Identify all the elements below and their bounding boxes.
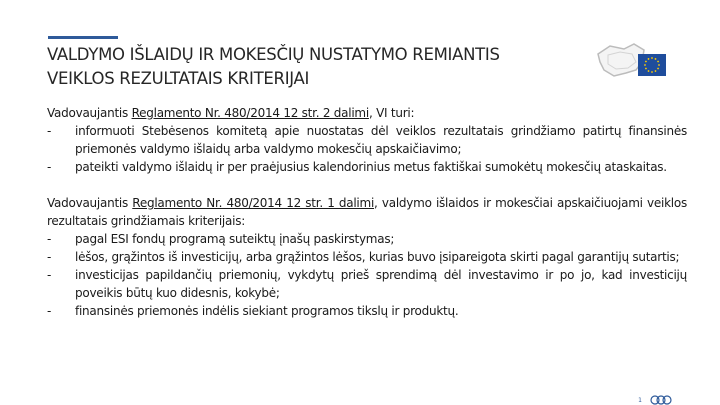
list-item: - informuoti Stebėsenos komitetą apie nuostatas dėl veiklos rezultatais grindžiamo patirtų finansinės priemonės valdymo išlaidų arba valdymo mokesčių apskaičiavimo; bbox=[47, 124, 687, 156]
footer-logo-icon bbox=[650, 395, 672, 405]
eu-star bbox=[657, 61, 659, 63]
eu-star bbox=[645, 68, 647, 70]
slide-body bbox=[47, 104, 687, 320]
eu-star bbox=[657, 68, 659, 70]
eu-star bbox=[651, 71, 653, 73]
eu-star bbox=[658, 64, 660, 66]
eu-star bbox=[655, 58, 657, 60]
eu-star bbox=[655, 70, 657, 72]
eu-star bbox=[648, 70, 650, 72]
list-item: - lėšos, grąžintos iš investicijų, arba grąžintos lėšos, kurias buvo įsipareigota skirti pagal garantijų sutartis; bbox=[47, 250, 680, 264]
list-item: - pagal ESI fondų programą suteiktų įnašų paskirstymas; bbox=[47, 232, 395, 246]
title-accent-rule bbox=[48, 36, 118, 39]
title-line-2: VEIKLOS REZULTATAIS KRITERIJAI bbox=[47, 69, 310, 88]
list-item: - pateikti valdymo išlaidų ir per praėjusius kalendorinius metus faktiškai sumokėtų mokesčių ataskaitas. bbox=[47, 160, 667, 174]
slide-title bbox=[47, 43, 587, 91]
list-item: - finansinės priemonės indėlis siekiant programos tikslų ir produktų. bbox=[47, 304, 459, 318]
page-number: 1 bbox=[638, 397, 642, 404]
paragraph-2: Vadovaujantis Reglamento Nr. 480/2014 12 str. 1 dalimi, valdymo išlaidos ir mokesčiai apskaičiuojami veiklos rezultatais grindžiamais kriterijais: - pagal ESI fondų programą suteiktų įnašų paskirstymas; - lėšos, grąžintos iš investicijų, arba grąžintos lėšos, kurias buvo įsipareigota skirti pagal garantijų sutartis; - investicijas papildančių priemonių, vykdytų prieš sprendimą dėl investavimo ir po jo, kad investicijų poveikis būtų kuo didesnis, kokybė; - finansinės priemonės indėlis siekiant programos tikslų ir produktų. bbox=[47, 196, 687, 318]
eu-flag-icon bbox=[638, 54, 666, 76]
title-line-1: VALDYMO IŠLAIDŲ IR MOKESČIŲ NUSTATYMO REMIANTIS bbox=[47, 45, 500, 64]
eu-star bbox=[651, 57, 653, 59]
paragraph-2-list bbox=[47, 230, 687, 320]
lithuania-eu-logo bbox=[590, 40, 670, 84]
paragraph-1-list bbox=[47, 122, 687, 176]
list-item: - investicijas papildančių priemonių, vykdytų prieš sprendimą dėl investavimo ir po jo, kad investicijų poveikis būtų kuo didesnis, kokybė; bbox=[47, 268, 687, 300]
eu-star bbox=[644, 64, 646, 66]
lithuania-map-icon bbox=[598, 44, 644, 76]
paragraph-1: Vadovaujantis Reglamento Nr. 480/2014 12 str. 2 dalimi, VI turi: - informuoti Stebėsenos komitetą apie nuostatas dėl veiklos rezultatais grindžiamo patirtų finansinės priemonės valdymo išlaidų arba valdymo mokesčių apskaičiavimo; - pateikti valdymo išlaidų ir per praėjusius kalendorinius metus faktiškai sumokėtų mokesčių ataskaitas. bbox=[47, 106, 687, 174]
regulation-reference-link[interactable]: Reglamento Nr. 480/2014 12 str. 1 dalimi bbox=[132, 196, 375, 210]
eu-star bbox=[645, 61, 647, 63]
regulation-reference-link[interactable]: Reglamento Nr. 480/2014 12 str. 2 dalimi bbox=[131, 106, 369, 120]
eu-star bbox=[648, 58, 650, 60]
